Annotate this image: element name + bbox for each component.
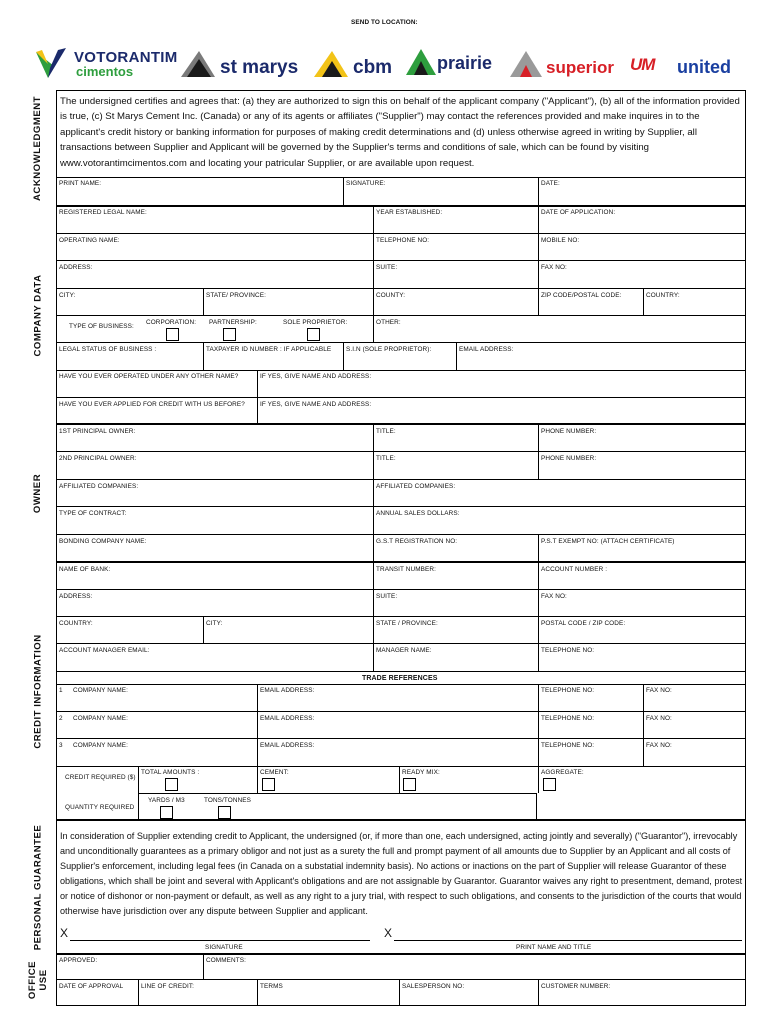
salesperson-field[interactable]: SALESPERSON NO:: [402, 983, 465, 990]
date-field[interactable]: DATE:: [541, 180, 560, 187]
print-name-field[interactable]: PRINT NAME:: [59, 180, 102, 187]
bank-suite-field[interactable]: SUITE:: [376, 593, 398, 600]
office-use-box: [56, 954, 746, 1006]
county-field[interactable]: COUNTY:: [376, 292, 406, 299]
total-amounts-checkbox[interactable]: [165, 778, 178, 791]
sin-field[interactable]: S.I.N (SOLE PROPRIETOR):: [346, 346, 432, 353]
trade-ref-2-fax-field[interactable]: FAX NO:: [646, 715, 672, 722]
other-name-answer-field[interactable]: IF YES, GIVE NAME AND ADDRESS:: [260, 373, 372, 380]
signature-field[interactable]: SIGNATURE:: [346, 180, 386, 187]
other-name-question: HAVE YOU EVER OPERATED UNDER ANY OTHER NAME?: [59, 373, 239, 380]
section-guarantee-label: PERSONAL GUARANTEE: [32, 824, 44, 950]
tons-tonnes-label: TONS/TONNES: [204, 797, 252, 804]
trade-ref-2-phone-field[interactable]: TELEPHONE NO:: [541, 715, 595, 722]
principal-owner-1-title-field[interactable]: TITLE:: [376, 428, 396, 435]
date-of-application-field[interactable]: DATE OF APPLICATION:: [541, 209, 616, 216]
telephone-field[interactable]: TELEPHONE NO:: [376, 237, 430, 244]
trade-ref-2-email-field[interactable]: EMAIL ADDRESS:: [260, 715, 315, 722]
sole-proprietor-label: SOLE PROPRIETOR:: [283, 319, 348, 326]
line-of-credit-field[interactable]: LINE OF CREDIT:: [141, 983, 194, 990]
company-email-field[interactable]: EMAIL ADDRESS:: [459, 346, 514, 353]
account-number-field[interactable]: ACCOUNT NUMBER :: [541, 566, 608, 573]
year-established-field[interactable]: YEAR ESTABLISHED:: [376, 209, 443, 216]
trade-ref-3-number: 3: [59, 742, 63, 749]
bonding-company-field[interactable]: BONDING COMPANY NAME:: [59, 538, 147, 545]
cbm-wordmark: cbm: [353, 57, 393, 78]
section-company-label: COMPANY DATA: [32, 273, 44, 357]
trade-ref-3-company-field[interactable]: COMPANY NAME:: [73, 742, 129, 749]
guarantee-text: In consideration of Supplier extending credit to Applicant, the undersigned (or, if more than one, each undersigned, acting jointly and severally) ("Guarantor"), irrevocably and unconditionally guarantees as a primary obligor and not just as a surety the full and prompt payment of all amounts due to Supplier by an Applicant and all costs of Supplier's enforcement, including legal fees (in Canada on a substatial indemnity basis). No actions or inactions on the part of Supplier will release Guarantor of these obligations, which shall be joint and several with Applicant's obligations and are not assignable by Guarantor. Guarantor waives any right to presentment, demand, protest or notice of dishonor or non-payment or default, as well as any right to a jury trial, with respect to such obligations, and consents to the jurisdiction of the courts that would otherwise have jurisdiction over any dispute between Supplier and applicant.: [60, 831, 743, 916]
date-of-approval-field[interactable]: DATE OF APPROVAL: [59, 983, 124, 990]
manager-name-field[interactable]: MANAGER NAME:: [376, 647, 432, 654]
annual-sales-field[interactable]: ANNUAL SALES DOLLARS:: [376, 510, 460, 517]
section-owner-label: OWNER: [32, 473, 44, 513]
cement-checkbox[interactable]: [262, 778, 275, 791]
customer-number-field[interactable]: CUSTOMER NUMBER:: [541, 983, 611, 990]
quantity-required-label: QUANTITY REQUIRED: [65, 804, 135, 811]
superior-triangle-icon: [508, 49, 544, 79]
mobile-field[interactable]: MOBILE NO:: [541, 237, 580, 244]
guarantee-signature-line[interactable]: [70, 940, 370, 941]
suite-field[interactable]: SUITE:: [376, 264, 398, 271]
guarantee-x-print-mark: X: [384, 926, 393, 940]
stmarys-wordmark: st marys: [220, 57, 299, 78]
yards-m3-checkbox[interactable]: [160, 806, 173, 819]
trade-ref-1-company-field[interactable]: COMPANY NAME:: [73, 687, 129, 694]
principal-owner-2-title-field[interactable]: TITLE:: [376, 455, 396, 462]
type-of-contract-field[interactable]: TYPE OF CONTRACT:: [59, 510, 127, 517]
bank-address-field[interactable]: ADDRESS:: [59, 593, 93, 600]
taxpayer-id-field[interactable]: TAXPAYER ID NUMBER : IF APPLICABLE: [206, 346, 332, 353]
comments-field[interactable]: COMMENTS:: [206, 957, 246, 964]
account-manager-email-field[interactable]: ACCOUNT MANAGER EMAIL:: [59, 647, 150, 654]
send-to-location-label: SEND TO LOCATION:: [351, 19, 418, 26]
united-wordmark: united: [677, 57, 731, 77]
partnership-label: PARTNERSHIP:: [209, 319, 257, 326]
bank-state-field[interactable]: STATE / PROVINCE:: [376, 620, 438, 627]
guarantee-x-signature-mark: X: [60, 926, 69, 940]
cbm-triangle-icon: [312, 49, 350, 79]
ready-mix-label: READY MIX:: [402, 769, 440, 776]
fax-field[interactable]: FAX NO:: [541, 264, 567, 271]
trade-ref-1-phone-field[interactable]: TELEPHONE NO:: [541, 687, 595, 694]
yards-m3-label: YARDS / M3: [148, 797, 185, 804]
trade-ref-1-email-field[interactable]: EMAIL ADDRESS:: [260, 687, 315, 694]
principal-owner-1-phone-field[interactable]: PHONE NUMBER:: [541, 428, 597, 435]
applied-before-answer-field[interactable]: IF YES, GIVE NAME AND ADDRESS:: [260, 401, 372, 408]
section-acknowledgment-label: ACKNOWLEDGMENT: [32, 95, 44, 201]
section-credit-label: CREDIT INFORMATION: [32, 633, 44, 749]
stmarys-triangle-icon: [179, 49, 217, 79]
tons-tonnes-checkbox[interactable]: [218, 806, 231, 819]
acknowledgment-text: The undersigned certifies and agrees that: (a) they are authorized to sign this on behalf of the applicant company ("Applicant"), (b) all of the information provided is true, (c) St Marys Cement Inc. (Canada) or any of its agents or affiliates ("Supplier") may contact the references provided and make inquires in to the applicant's credit history or banking information for purposes of making credit determinations and (d) unless otherwise agreed in writing by Supplier, all transactions between Supplier and Applicant will be governed by the Supplier's terms and conditions of sale, which can be found by visiting www.votorantimcimentos.com and locating your patricular Supplier, or are available upon request.: [60, 96, 740, 169]
affiliated-companies-1-field[interactable]: AFFILIATED COMPANIES:: [59, 483, 139, 490]
brand-logos: [0, 0, 770, 90]
cement-label: CEMENT:: [260, 769, 289, 776]
country-field[interactable]: COUNTRY:: [646, 292, 680, 299]
aggregate-checkbox[interactable]: [543, 778, 556, 791]
operating-name-field[interactable]: OPERATING NAME:: [59, 237, 120, 244]
bank-city-field[interactable]: CITY:: [206, 620, 223, 627]
total-amounts-field[interactable]: TOTAL AMOUNTS :: [141, 769, 200, 776]
transit-number-field[interactable]: TRANSIT NUMBER:: [376, 566, 436, 573]
bank-postal-field[interactable]: POSTAL CODE / ZIP CODE:: [541, 620, 626, 627]
other-business-type-field[interactable]: OTHER:: [376, 319, 401, 326]
guarantee-print-name-line[interactable]: [394, 940, 742, 941]
bank-telephone-field[interactable]: TELEPHONE NO:: [541, 647, 595, 654]
superior-wordmark: superior: [546, 58, 615, 77]
cimentos-wordmark: cimentos: [76, 64, 134, 79]
state-province-field[interactable]: STATE/ PROVINCE:: [206, 292, 266, 299]
guarantee-signature-caption: SIGNATURE: [205, 944, 243, 951]
terms-field[interactable]: TERMS: [260, 983, 283, 990]
principal-owner-1-field[interactable]: 1ST PRINCIPAL OWNER:: [59, 428, 136, 435]
corporation-label: CORPORATION:: [146, 319, 197, 326]
section-office-label: OFFICE USE: [27, 960, 49, 1000]
prairie-wordmark: prairie: [437, 53, 493, 73]
trade-references-heading: TRADE REFERENCES: [362, 675, 438, 682]
united-mark-icon: UM: [630, 55, 655, 74]
aggregate-label: AGGREGATE:: [541, 769, 584, 776]
gst-registration-field[interactable]: G.S.T REGISTRATION NO:: [376, 538, 458, 545]
affiliated-companies-2-field[interactable]: AFFILIATED COMPANIES:: [376, 483, 456, 490]
sole-proprietor-checkbox[interactable]: [307, 328, 320, 341]
type-of-business-label: TYPE OF BUSINESS:: [69, 323, 134, 330]
ready-mix-checkbox[interactable]: [403, 778, 416, 791]
pst-exempt-field[interactable]: P.S.T EXEMPT NO: (ATTACH CERTIFICATE): [541, 538, 675, 545]
corporation-checkbox[interactable]: [166, 328, 179, 341]
partnership-checkbox[interactable]: [223, 328, 236, 341]
principal-owner-2-field[interactable]: 2ND PRINCIPAL OWNER:: [59, 455, 137, 462]
bank-fax-field[interactable]: FAX NO:: [541, 593, 567, 600]
zip-postal-field[interactable]: ZIP CODE/POSTAL CODE:: [541, 292, 622, 299]
principal-owner-2-phone-field[interactable]: PHONE NUMBER:: [541, 455, 597, 462]
trade-ref-2-number: 2: [59, 715, 63, 722]
bank-name-field[interactable]: NAME OF BANK:: [59, 566, 111, 573]
prairie-triangle-icon: [404, 47, 438, 77]
votorantim-wordmark: VOTORANTIM: [74, 49, 178, 66]
legal-status-field[interactable]: LEGAL STATUS OF BUSINESS :: [59, 346, 157, 353]
trade-ref-1-number: 1: [59, 687, 63, 694]
trade-ref-3-fax-field[interactable]: FAX NO:: [646, 742, 672, 749]
votorantim-logo-icon: [34, 46, 74, 84]
credit-required-label: CREDIT REQUIRED ($): [65, 774, 136, 781]
address-field[interactable]: ADDRESS:: [59, 264, 93, 271]
applied-before-question: HAVE YOU EVER APPLIED FOR CREDIT WITH US BEFORE?: [59, 401, 245, 408]
trade-ref-3-phone-field[interactable]: TELEPHONE NO:: [541, 742, 595, 749]
approved-field[interactable]: APPROVED:: [59, 957, 98, 964]
bank-country-field[interactable]: COUNTRY:: [59, 620, 93, 627]
registered-legal-name-field[interactable]: REGISTERED LEGAL NAME:: [59, 209, 147, 216]
trade-ref-1-fax-field[interactable]: FAX NO:: [646, 687, 672, 694]
trade-ref-2-company-field[interactable]: COMPANY NAME:: [73, 715, 129, 722]
city-field[interactable]: CITY:: [59, 292, 76, 299]
guarantee-print-title-caption: PRINT NAME AND TITLE: [516, 944, 592, 951]
trade-ref-3-email-field[interactable]: EMAIL ADDRESS:: [260, 742, 315, 749]
